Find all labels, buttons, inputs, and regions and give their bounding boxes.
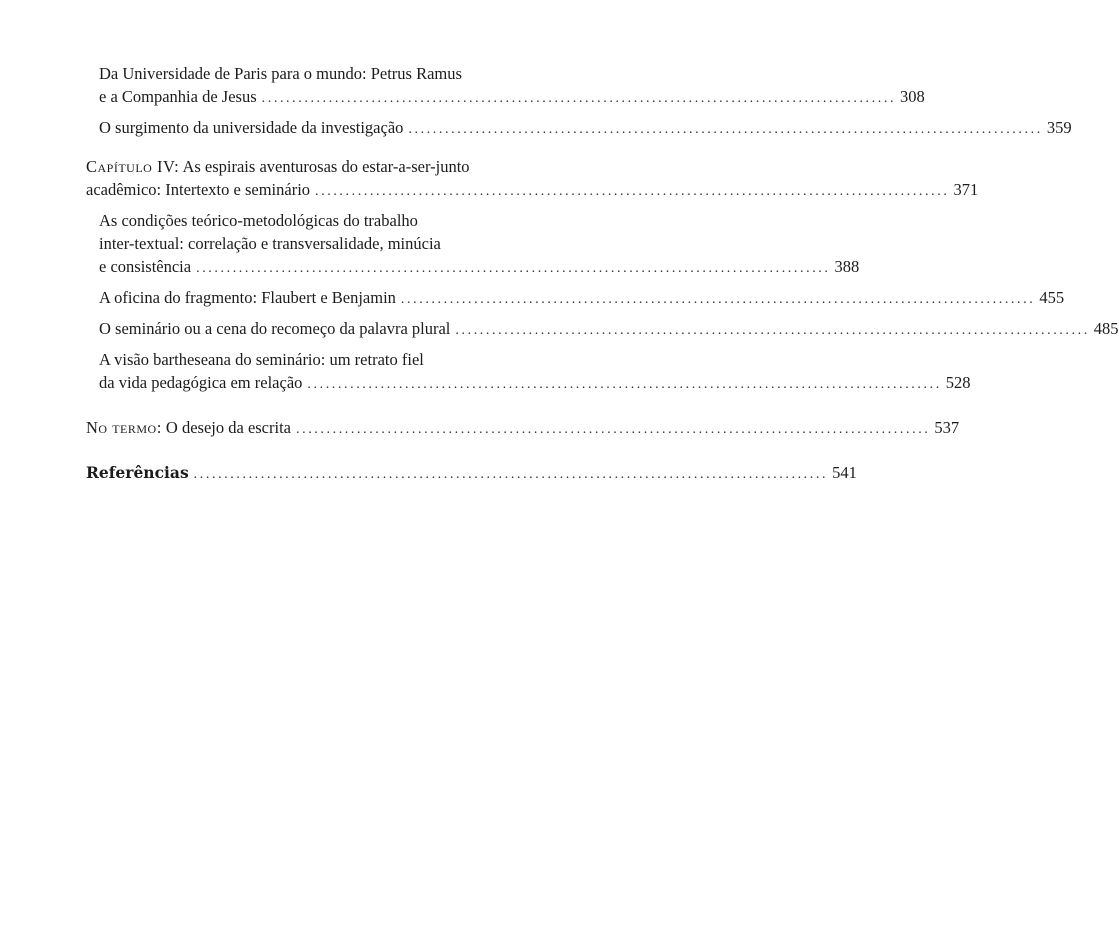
toc-entry-ramus — [86, 62, 925, 110]
dot-leader: ........................................................................................................ — [400, 292, 1036, 307]
toc-entry-title: da vida pedagógica em relação — [99, 373, 303, 392]
page-number: 537 — [934, 418, 960, 437]
page-number: 359 — [1046, 118, 1072, 137]
toc-entry-text-line: As condições teórico-metodológicas do trabalho — [99, 211, 418, 230]
toc-entry-title: O surgimento da universidade da investigação — [99, 118, 404, 137]
section-label: No termo: — [86, 418, 162, 437]
toc-entry-title: e a Companhia de Jesus — [99, 87, 257, 106]
dot-leader: ........................................................................................................ — [261, 91, 897, 106]
toc-entry-visao-bartheseana — [86, 348, 971, 396]
toc-entry-text-line: Da Universidade de Paris para o mundo: Petrus Ramus — [99, 64, 462, 83]
dot-leader: ........................................................................................................ — [315, 184, 950, 199]
toc-entry-text-line: inter-textual: correlação e transversalidade, minúcia — [99, 234, 441, 253]
toc-entry-referencias — [86, 461, 857, 486]
toc-entry-title: O desejo da escrita — [165, 418, 291, 437]
toc-entry-condicoes — [86, 209, 860, 280]
toc-entry-no-termo — [86, 416, 960, 441]
toc-entry-title: A oficina do fragmento: Flaubert e Benjamin — [99, 288, 396, 307]
toc-entry-oficina — [86, 286, 1065, 311]
page-number: 308 — [900, 87, 925, 106]
toc-entry-title: O seminário ou a cena do recomeço da palavra plural — [99, 319, 451, 338]
dot-leader: ........................................................................................................ — [408, 122, 1043, 137]
page-number: 541 — [832, 463, 857, 482]
table-of-contents — [86, 62, 1119, 486]
page-number: 371 — [953, 180, 979, 199]
dot-leader: ........................................................................................................ — [193, 467, 829, 482]
dot-leader: ........................................................................................................ — [307, 377, 942, 392]
chapter-label: Capítulo IV: — [86, 157, 180, 176]
dot-leader: ........................................................................................................ — [296, 422, 931, 437]
toc-entry-universidade-investigacao — [86, 116, 1072, 141]
toc-entry-capitulo-iv — [86, 155, 979, 203]
toc-entry-title: e consistência — [99, 257, 192, 276]
page-number: 528 — [945, 373, 971, 392]
toc-entry-seminario — [86, 317, 1119, 342]
page-number: 388 — [834, 257, 860, 276]
toc-entry-title: Referências — [86, 463, 189, 482]
toc-entry-text-line: A visão bartheseana do seminário: um retrato fiel — [99, 350, 424, 369]
dot-leader: ........................................................................................................ — [455, 323, 1090, 338]
page-number: 485 — [1093, 319, 1119, 338]
toc-entry-text-line: As espirais aventurosas do estar-a-ser-junto — [182, 157, 470, 176]
page-number: 455 — [1039, 288, 1065, 307]
toc-entry-title: acadêmico: Intertexto e seminário — [86, 180, 311, 199]
dot-leader: ........................................................................................................ — [196, 261, 831, 276]
